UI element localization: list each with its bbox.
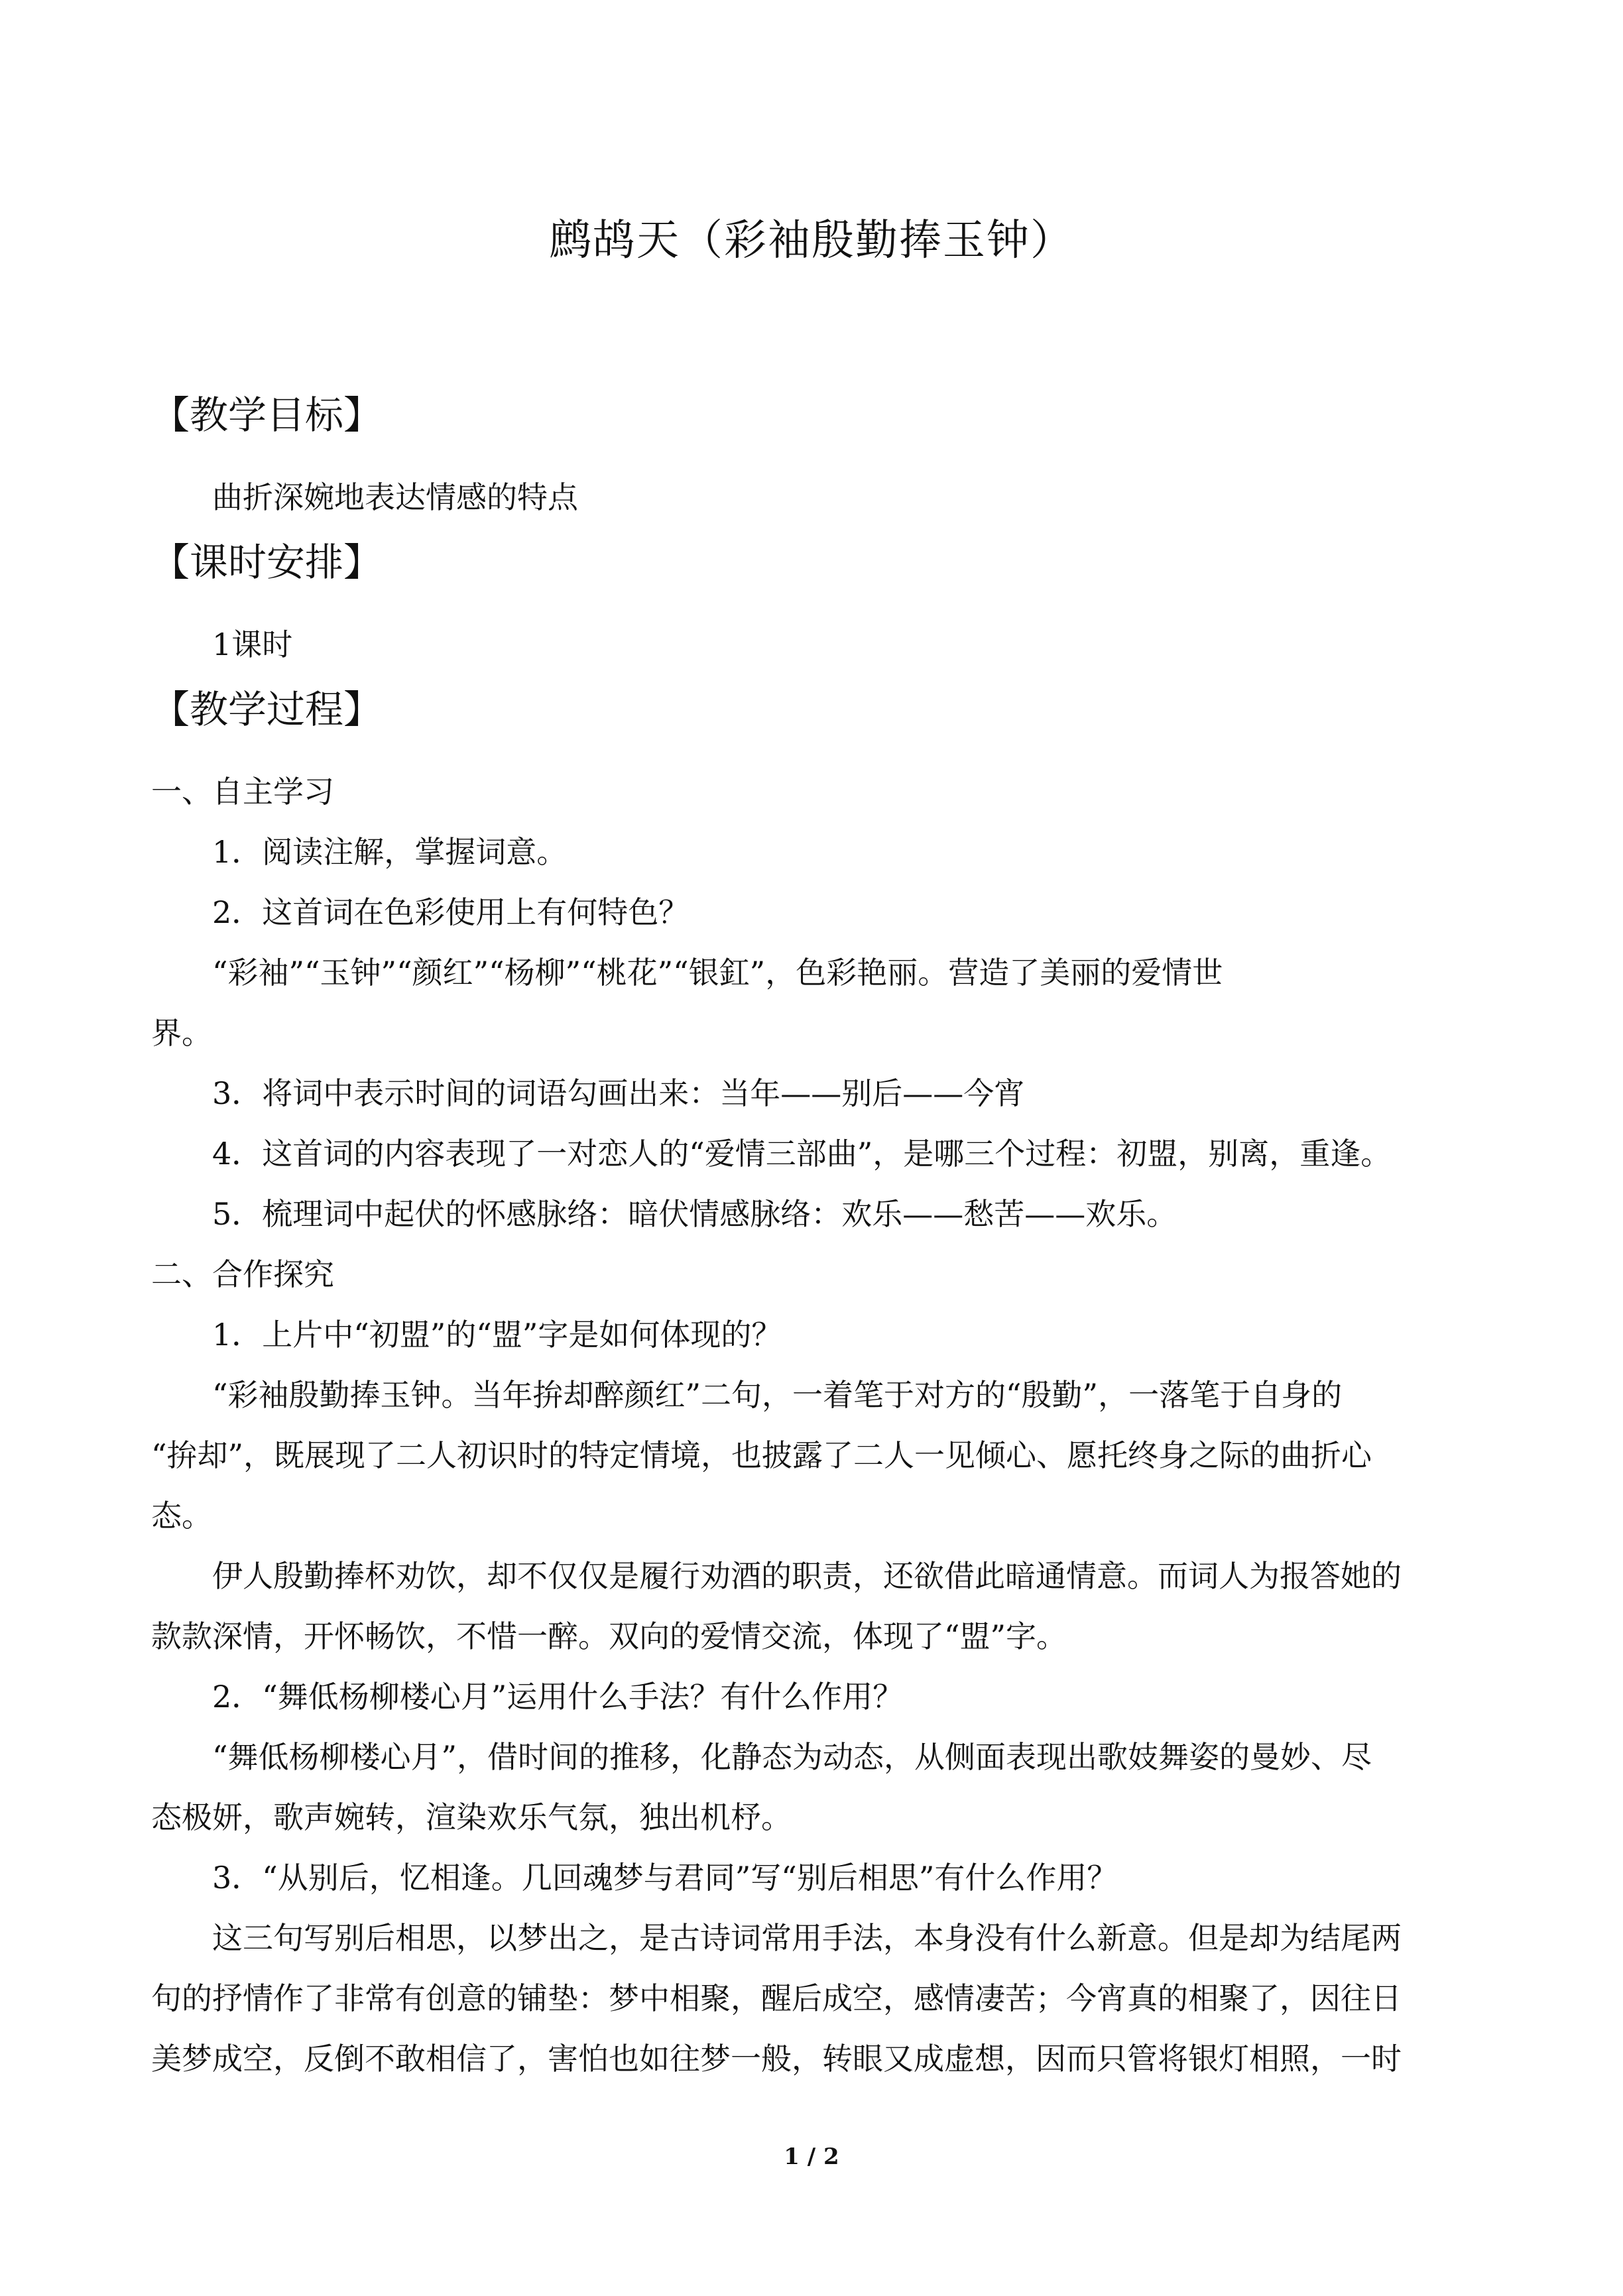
paragraph-line: 这三句写别后相思，以梦出之，是古诗词常用手法，本身没有什么新意。但是却为结尾两 — [212, 1920, 1402, 1956]
paragraph-line: 态极妍，歌声婉转，渲染欢乐气氛，独出机杼。 — [151, 1799, 792, 1835]
document-title: 鹧鸪天（彩袖殷勤捧玉钟） — [549, 216, 1074, 265]
paragraph-line: 2．这首词在色彩使用上有何特色？ — [212, 894, 690, 930]
paragraph-line: 美梦成空，反倒不敢相信了，害怕也如往梦一般，转眼又成虚想，因而只管将银灯相照，一时 — [151, 2041, 1402, 2077]
paragraph-line: 伊人殷勤捧杯劝饮，却不仅仅是履行劝酒的职责，还欲借此暗通情意。而词人为报答她的 — [212, 1558, 1402, 1594]
paragraph-line: 句的抒情作了非常有创意的铺垫：梦中相聚，醒后成空，感情凄苦；今宵真的相聚了，因往日 — [151, 1980, 1402, 2016]
paragraph-line: 1．上片中“初盟”的“盟”字是如何体现的？ — [212, 1317, 782, 1353]
paragraph-line: 4．这首词的内容表现了一对恋人的“爱情三部曲”，是哪三个过程：初盟，别离，重逢。 — [212, 1136, 1392, 1172]
heading-schedule: 【课时安排】 — [151, 540, 383, 585]
section-cooperative-inquiry: 二、合作探究 — [151, 1256, 334, 1292]
paragraph-line: 5．梳理词中起伏的怀感脉络：暗伏情感脉络：欢乐——愁苦——欢乐。 — [212, 1196, 1177, 1232]
paragraph-line: 款款深情，开怀畅饮，不惜一醉。双向的爱情交流，体现了“盟”字。 — [151, 1618, 1067, 1654]
paragraph-line: “拚却”，既展现了二人初识时的特定情境，也披露了二人一见倾心、愿托终身之际的曲折心 — [151, 1437, 1372, 1473]
paragraph-line: 2．“舞低杨柳楼心月”运用什么手法？有什么作用？ — [212, 1679, 904, 1715]
paragraph-line: 3．“从别后，忆相逢。几回魂梦与君同”写“别后相思”有什么作用？ — [212, 1860, 1118, 1896]
paragraph-line: 1．阅读注解，掌握词意。 — [212, 834, 568, 870]
objective-text: 曲折深婉地表达情感的特点 — [212, 479, 578, 515]
section-self-study: 一、自主学习 — [151, 774, 334, 810]
heading-objective: 【教学目标】 — [151, 393, 383, 438]
schedule-text: 1课时 — [212, 627, 293, 662]
paragraph-line: “彩袖殷勤捧玉钟。当年拚却醉颜红”二句，一着笔于对方的“殷勤”，一落笔于自身的 — [212, 1377, 1343, 1413]
paragraph-line: 界。 — [151, 1015, 212, 1051]
paragraph-line: “彩袖”“玉钟”“颜红”“杨柳”“桃花”“银釭”，色彩艳丽。营造了美丽的爱情世 — [212, 955, 1223, 991]
heading-process: 【教学过程】 — [151, 687, 383, 732]
page-number: 1 / 2 — [784, 2144, 839, 2170]
paragraph-line: “舞低杨柳楼心月”，借时间的推移，化静态为动态，从侧面表现出歌妓舞姿的曼妙、尽 — [212, 1739, 1372, 1775]
paragraph-line: 3．将词中表示时间的词语勾画出来：当年——别后——今宵 — [212, 1075, 1025, 1111]
paragraph-line: 态。 — [151, 1498, 212, 1534]
